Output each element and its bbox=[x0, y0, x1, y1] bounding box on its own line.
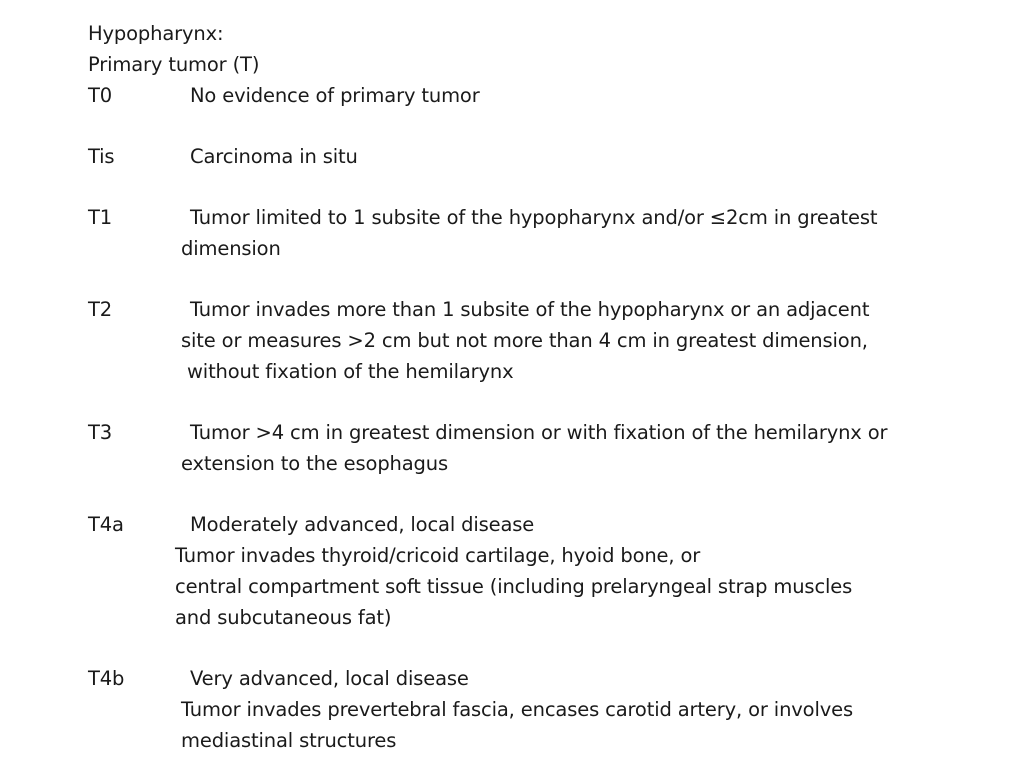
stage-desc-t4a-line1: Moderately advanced, local disease bbox=[190, 513, 535, 536]
stage-code-t0: T0 bbox=[88, 84, 113, 107]
stage-desc-t1-line1: Tumor limited to 1 subsite of the hypopharynx and/or ≤2cm in greatest bbox=[190, 206, 878, 229]
stage-desc-t4b-line2: Tumor invades prevertebral fascia, encases carotid artery, or involves bbox=[181, 698, 853, 721]
stage-desc-t4a-line2: Tumor invades thyroid/cricoid cartilage, hyoid bone, or bbox=[175, 544, 701, 567]
stage-desc-t2-line3: without fixation of the hemilarynx bbox=[187, 360, 514, 383]
stage-desc-t1-line2: dimension bbox=[181, 237, 281, 260]
stage-desc-t3-line1: Tumor >4 cm in greatest dimension or with fixation of the hemilarynx or bbox=[190, 421, 888, 444]
stage-desc-t4b-line3: mediastinal structures bbox=[181, 729, 397, 752]
stage-desc-tis: Carcinoma in situ bbox=[190, 145, 358, 168]
stage-desc-t0: No evidence of primary tumor bbox=[190, 84, 480, 107]
stage-desc-t4b-line1: Very advanced, local disease bbox=[190, 667, 469, 690]
stage-code-t1: T1 bbox=[88, 206, 113, 229]
stage-code-t4b: T4b bbox=[88, 667, 125, 690]
stage-desc-t4a-line4: and subcutaneous fat) bbox=[175, 606, 392, 629]
stage-code-tis: Tis bbox=[88, 145, 115, 168]
stage-desc-t4a-line3: central compartment soft tissue (including prelaryngeal strap muscles bbox=[175, 575, 853, 598]
stage-code-t4a: T4a bbox=[88, 513, 124, 536]
stage-code-t2: T2 bbox=[88, 298, 113, 321]
stage-desc-t2-line1: Tumor invades more than 1 subsite of the hypopharynx or an adjacent bbox=[190, 298, 870, 321]
site-heading: Hypopharynx: bbox=[88, 22, 224, 45]
stage-code-t3: T3 bbox=[88, 421, 113, 444]
stage-desc-t3-line2: extension to the esophagus bbox=[181, 452, 449, 475]
section-heading: Primary tumor (T) bbox=[88, 53, 260, 76]
stage-desc-t2-line2: site or measures >2 cm but not more than 4 cm in greatest dimension, bbox=[181, 329, 868, 352]
